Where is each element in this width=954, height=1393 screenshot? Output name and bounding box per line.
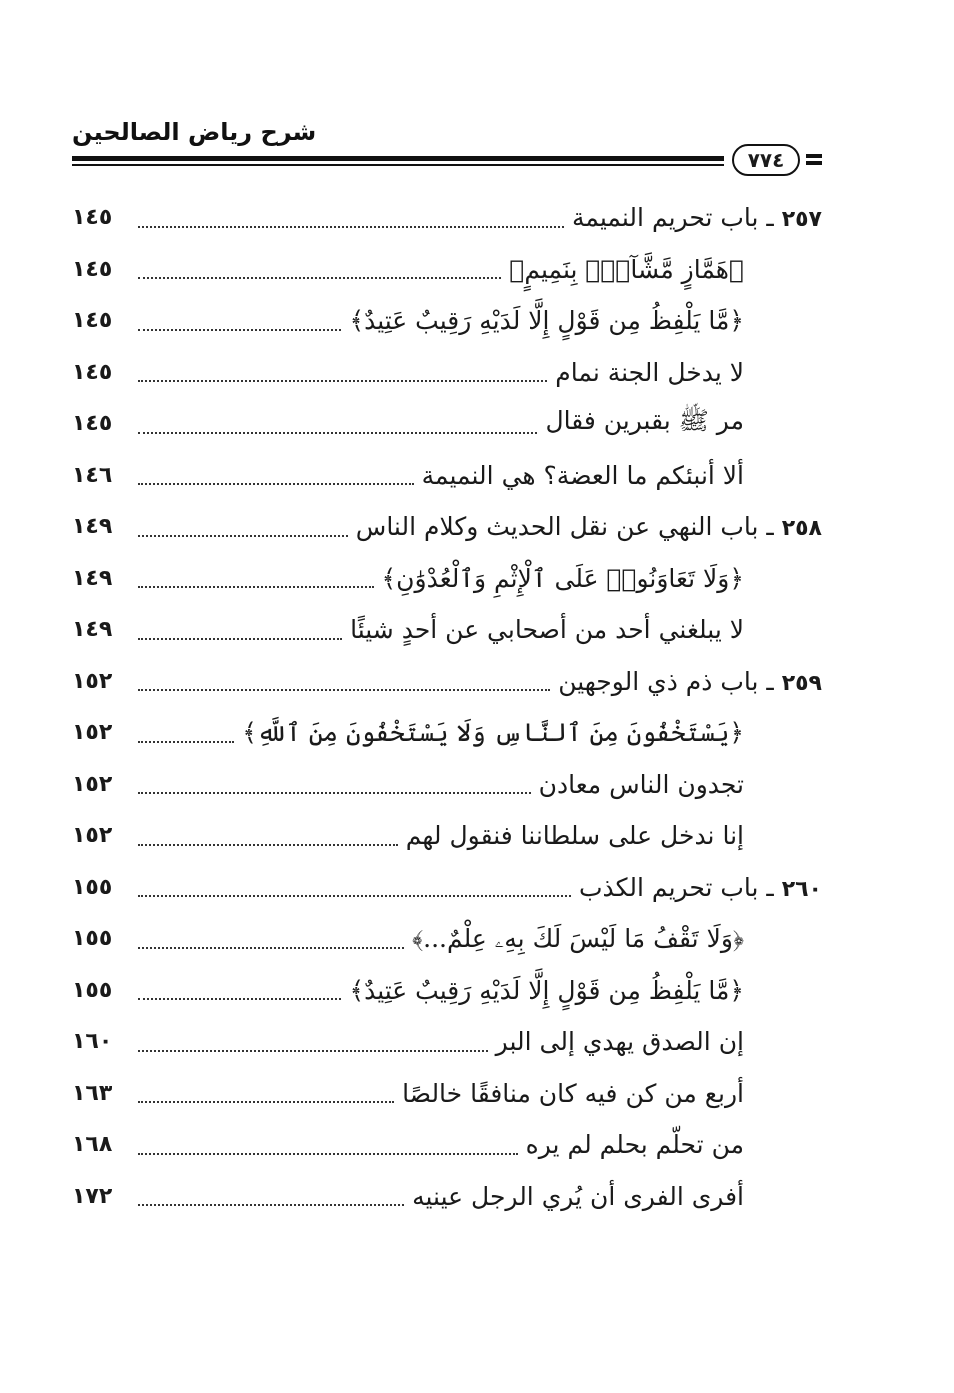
toc-row-chapter [72,192,822,244]
toc-entry-verse: ﴿هَمَّازٍ مَّشَّآءِۭ بِنَمِيمٍ﴾ [509,254,744,284]
toc-entry-hadith: أفرى الفرى أن يُري الرجل عينيه [412,1181,744,1211]
toc-chapter-title: ٢٥٧ ـ باب تحريم النميمة [572,203,822,233]
leader-dots [138,947,404,949]
toc-chapter-title: ٢٥٨ ـ باب النهي عن نقل الحديث وكلام الناس [355,512,822,542]
toc-page-number: ١٤٩ [72,514,113,540]
chapter-number: ٢٥٧ [781,207,822,233]
toc-row [72,759,822,811]
toc-row [72,604,822,656]
toc-page-number: ١٥٥ [72,926,113,952]
toc-row-chapter [72,501,822,553]
toc-page-number: ١٤٩ [72,565,113,591]
toc-row [72,1016,822,1068]
toc-row-chapter [72,656,822,708]
toc-chapter-title: ٢٦٠ ـ باب تحريم الكذب [578,872,822,902]
toc-page-number: ١٤٥ [72,205,113,231]
toc-chapter-title: ٢٥٩ ـ باب ذم ذي الوجهين [558,666,822,696]
leader-dots [138,483,414,485]
toc-row [72,810,822,862]
toc-row [72,1068,822,1120]
leader-dots [138,586,374,588]
page-header [72,118,822,188]
toc-entry-hadith: إن الصدق يهدي إلى البر [495,1027,744,1057]
toc-page-number: ١٤٥ [72,308,113,334]
toc-row [72,707,822,759]
toc-entry-hadith: إنا ندخل على سلطاننا فنقول لهم [405,821,744,851]
leader-dots [138,1101,394,1103]
toc-entry-verse: ﴿وَلَا تَعَاوَنُوا۟ عَلَى ٱلْإِثْمِ وَٱلْعُدْوَٰنِ﴾ [381,563,744,593]
toc-row [72,244,822,296]
toc-page-number: ١٥٢ [72,720,113,746]
book-title: شرح رياض الصالحين [72,118,317,146]
toc-entry-hadith: تجدون الناس معادن [538,769,744,799]
leader-dots [138,1153,518,1155]
toc-page-number: ١٦٨ [72,1132,113,1158]
chapter-number: ٢٥٨ [781,516,822,542]
toc-entry-hadith: لا يبلغني أحد من أصحابي عن أحدٍ شيئًا [350,615,744,645]
leader-dots [138,998,341,1000]
leader-dots [138,741,234,743]
header-ornament [806,154,822,166]
toc-entry-hadith: من تحلّم بحلم لم يره [525,1130,744,1160]
toc-row [72,295,822,347]
toc-page-number: ١٧٢ [72,1183,113,1209]
toc-entry-verse: ﴿وَلَا تَقْفُ مَا لَيْسَ لَكَ بِهِۦ عِلْمٌ...﴾ [412,923,744,953]
toc-row [72,553,822,605]
toc-row-chapter [72,862,822,914]
toc-page-number: ١٦٣ [72,1080,113,1106]
leader-dots [138,226,564,228]
toc-row [72,1119,822,1171]
toc-entry-hadith: أربع من كن فيه كان منافقًا خالصًا [402,1078,744,1108]
leader-dots [138,535,348,537]
toc-page-number: ١٥٥ [72,874,113,900]
leader-dots [138,792,531,794]
toc-row [72,965,822,1017]
toc-row [72,1171,822,1223]
leader-dots [138,329,341,331]
chapter-number: ٢٦٠ [781,876,822,902]
chapter-title-text: باب النهي عن نقل الحديث وكلام الناس [355,512,759,542]
leader-dots [138,1050,488,1052]
leader-dots [138,689,550,691]
toc-row [72,450,822,502]
chapter-title-text: باب تحريم الكذب [578,872,759,902]
table-of-contents [72,192,822,1222]
toc-entry-hadith: ألا أنبئكم ما العضة؟ هي النميمة [421,460,744,490]
chapter-number: ٢٥٩ [781,670,822,696]
leader-dots [138,638,342,640]
leader-dots [138,432,537,434]
toc-page-number: ١٤٥ [72,411,113,437]
chapter-title-text: باب ذم ذي الوجهين [558,666,759,696]
page-number-badge: ٧٧٤ [732,144,800,176]
toc-page-number: ١٦٠ [72,1029,113,1055]
toc-page-number: ١٥٢ [72,823,113,849]
toc-row [72,347,822,399]
toc-entry-verse: ﴿مَّا يَلْفِظُ مِن قَوْلٍ إِلَّا لَدَيْهِ رَقِيبٌ عَتِيدٌ﴾ [349,306,744,336]
toc-page-number: ١٤٦ [72,462,113,488]
header-rule [72,156,724,168]
toc-page-number: ١٥٢ [72,668,113,694]
toc-row [72,913,822,965]
leader-dots [138,1204,404,1206]
toc-entry-verse: ﴿مَّا يَلْفِظُ مِن قَوْلٍ إِلَّا لَدَيْهِ رَقِيبٌ عَتِيدٌ﴾ [349,975,744,1005]
leader-dots [138,844,398,846]
chapter-title-text: باب تحريم النميمة [572,203,759,233]
leader-dots [138,380,547,382]
toc-page-number: ١٤٥ [72,359,113,385]
toc-page-number: ١٤٥ [72,256,113,282]
toc-entry-verse: ﴿يَسْتَخْفُونَ مِنَ ٱلنَّاسِ وَلَا يَسْتَخْفُونَ مِنَ ٱللَّهِ﴾ [242,718,744,748]
leader-dots [138,895,571,897]
toc-entry-hadith: لا يدخل الجنة نمام [555,357,744,387]
leader-dots [138,277,501,279]
toc-entry-hadith: مر ﷺ بقبرين فقال [545,406,744,436]
toc-page-number: ١٤٩ [72,617,113,643]
toc-page-number: ١٥٢ [72,771,113,797]
toc-row [72,398,822,450]
toc-page-number: ١٥٥ [72,977,113,1003]
